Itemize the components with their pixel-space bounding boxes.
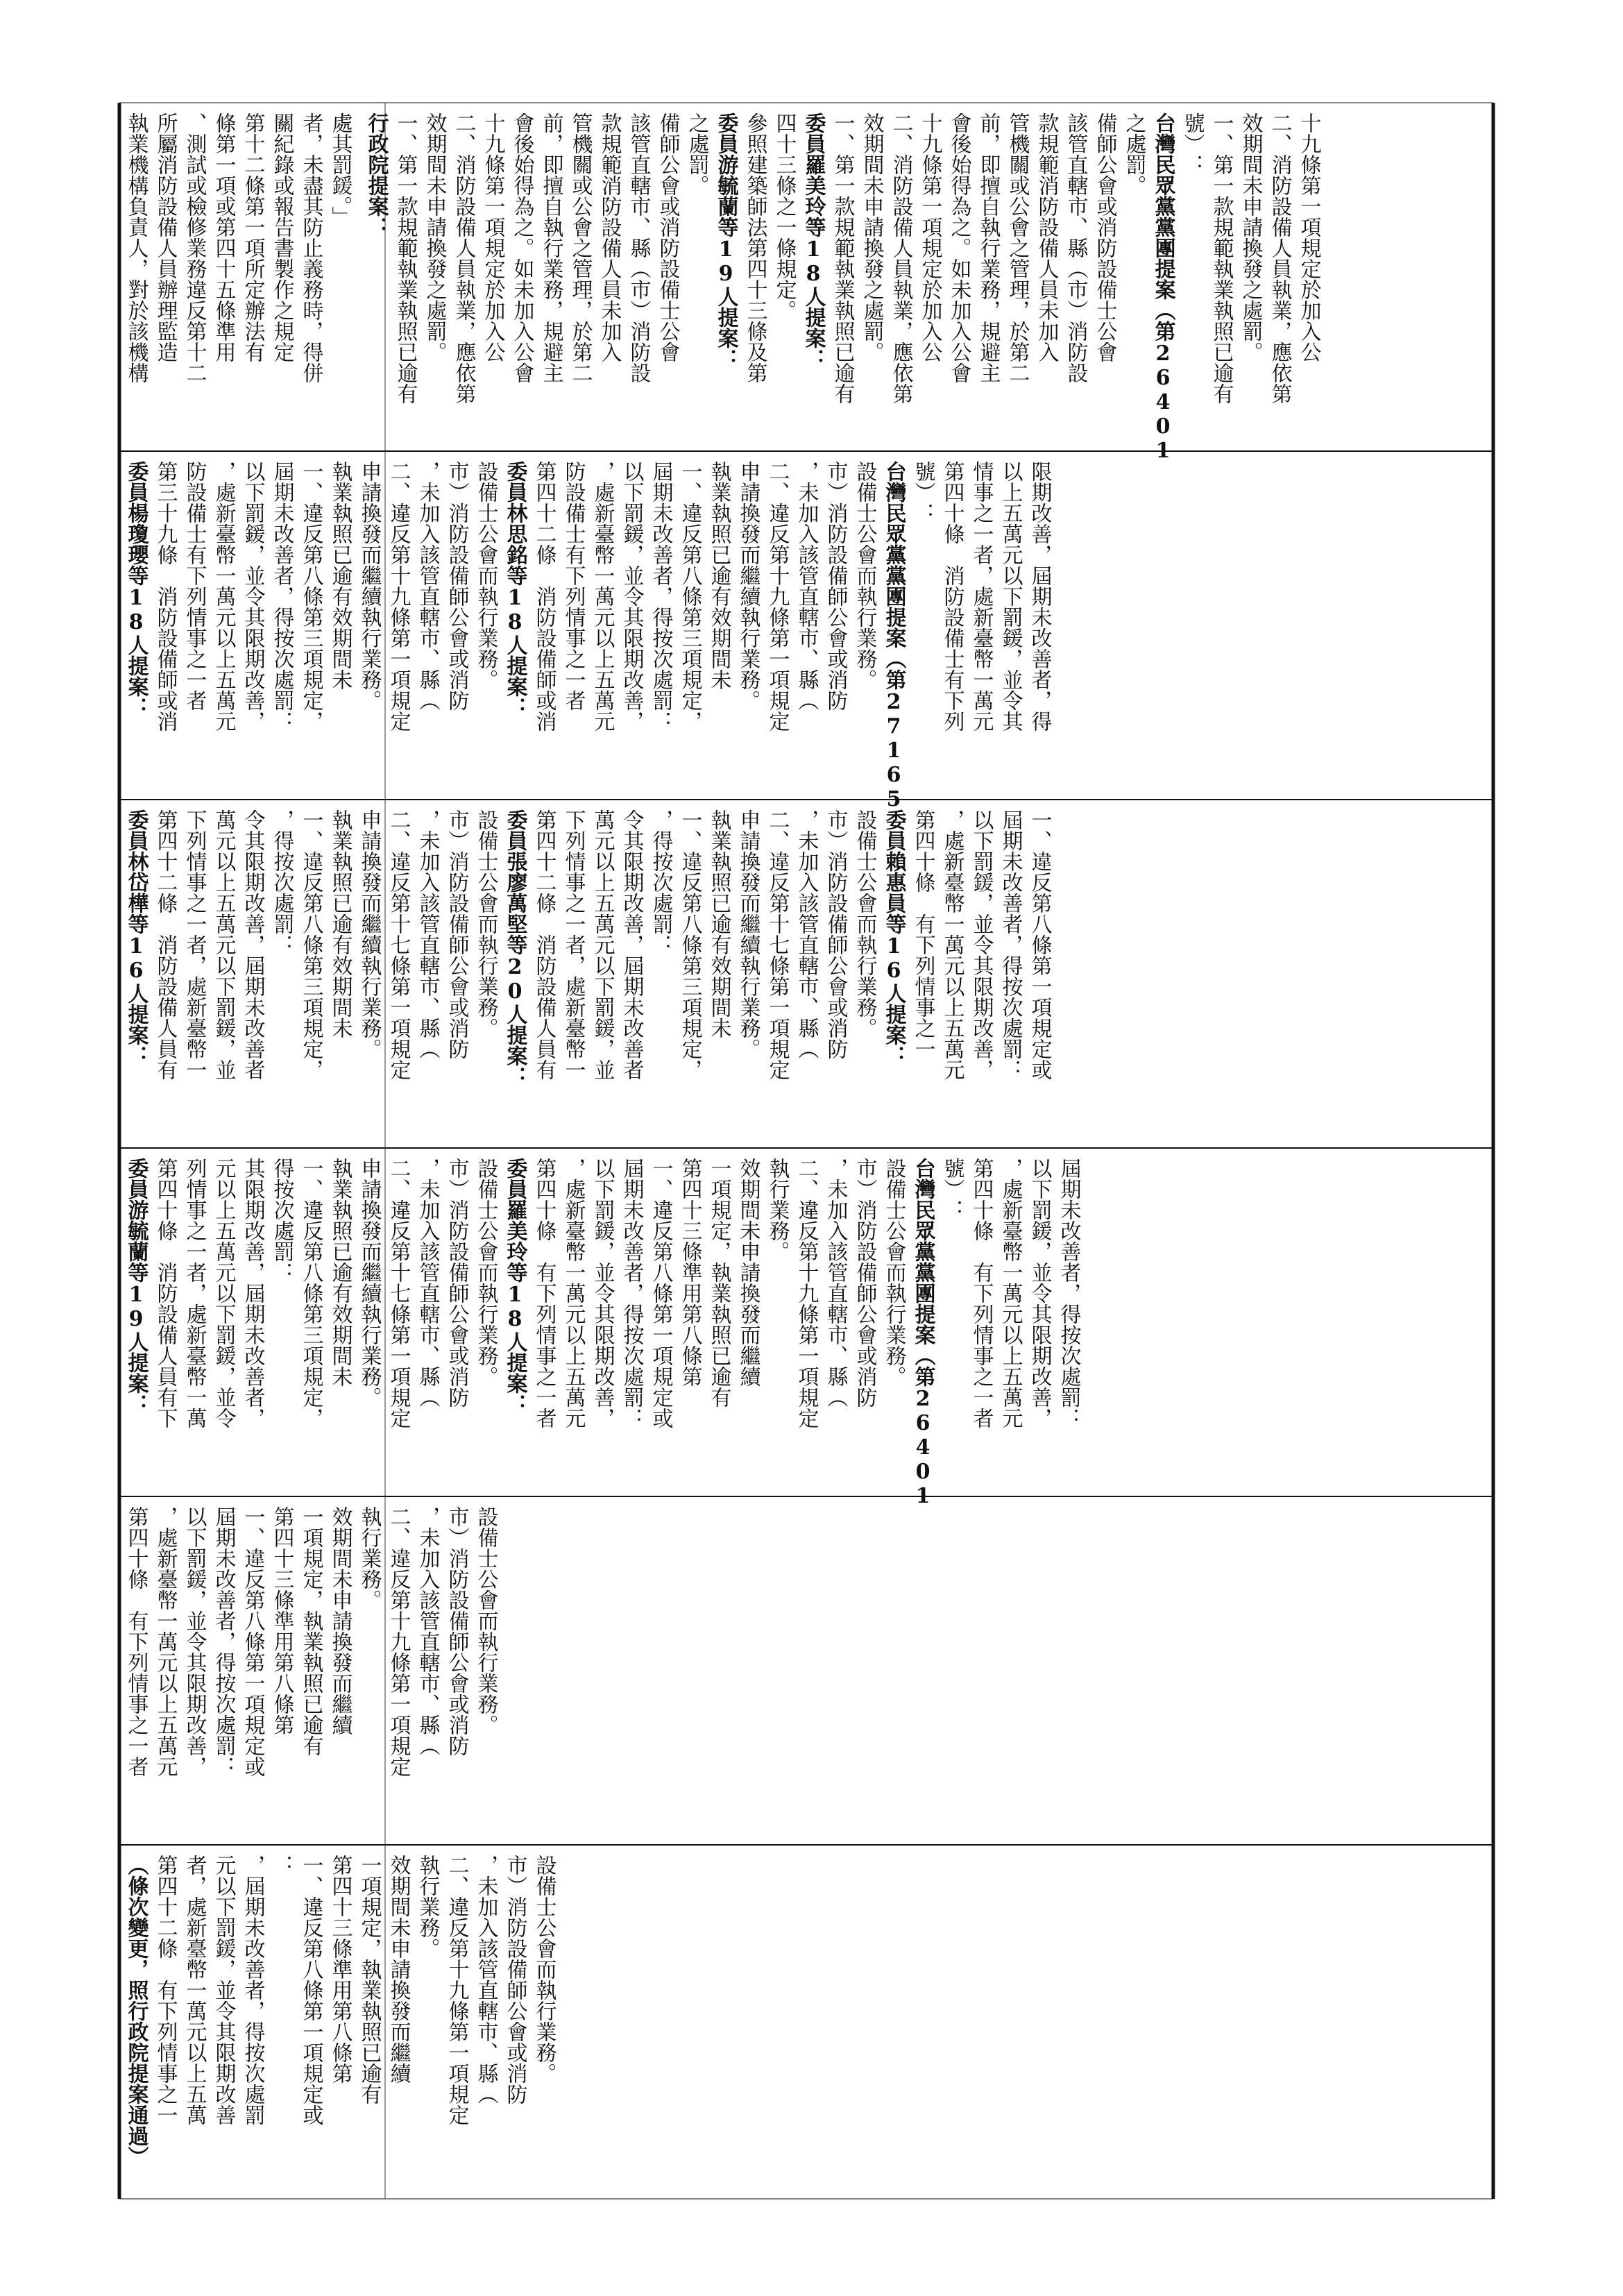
col1a-line-2: 、測試或檢修業務違反第十二 bbox=[182, 112, 207, 383]
col1b-line-23: 款規範消防設備人員未加入 bbox=[1034, 112, 1059, 362]
col6-line-8: 一項規定，執業執照已逾有 bbox=[357, 1855, 382, 2104]
col1b-line-28: 號）： bbox=[1180, 112, 1205, 175]
col1a-line-4: 第十二條第一項所定辦法有 bbox=[240, 112, 265, 362]
col3-line-16: 萬元以上五萬元以下罰鍰，並 bbox=[590, 809, 615, 1080]
col2-line-2: 防設備士有下列情事之一者 bbox=[182, 461, 207, 711]
col2-line-17: 以下罰鍰，並令其限期改善， bbox=[619, 461, 644, 732]
col1b-line-0: 行政院提案： bbox=[364, 112, 389, 237]
col5-line-0: 第四十條 有下列情事之一者 bbox=[124, 1506, 148, 1777]
col4-line-12: 設備士公會而執行業務。 bbox=[473, 1158, 498, 1387]
col1b-line-29: 一、第一款規範執業執照已逾有 bbox=[1209, 112, 1234, 404]
col4-line-10: ，未加入該管直轄市、縣（ bbox=[415, 1158, 440, 1408]
col5-line-3: 屆期未改善者，得按次處罰： bbox=[211, 1506, 236, 1777]
col4-line-3: 元以上五萬元以下罰鍰，並令 bbox=[211, 1158, 236, 1428]
col4-line-22: 執行業務。 bbox=[765, 1158, 790, 1262]
col5-line-10: ，未加入該管直轄市、縣（ bbox=[415, 1506, 440, 1756]
col4-line-20: 一項規定，執業執照已逾有 bbox=[706, 1158, 731, 1408]
col6-line-4: ，屆期未改善者，得按次處罰 bbox=[240, 1855, 265, 2125]
col2-line-8: 申請換發而繼續執行業務。 bbox=[357, 461, 382, 711]
col1a-line-1: 所屬消防設備人員辦理監造 bbox=[153, 112, 178, 362]
col1a-line-5: 關紀錄或報告書製作之規定 bbox=[269, 112, 294, 362]
col1a-line-0: 執業機構負責人，對於該機構 bbox=[124, 112, 148, 383]
col3-line-5: ，得按次處罰： bbox=[269, 809, 294, 955]
col2-line-19: 一、違反第八條第三項規定， bbox=[677, 461, 702, 732]
col6-line-13: 市）消防設備師公會或消防 bbox=[502, 1855, 527, 2104]
col1b-line-7: 管機關或公會之管理，於第二 bbox=[568, 112, 593, 383]
col2-line-27: 號）： bbox=[910, 461, 935, 523]
col5-line-2: 以下罰鍰，並令其限期改善， bbox=[182, 1506, 207, 1777]
col2-line-31: 限期改善，屆期未改善者，得 bbox=[1027, 461, 1052, 732]
col3-line-12: 設備士公會而執行業務。 bbox=[473, 809, 498, 1038]
col4-line-25: 市）消防設備師公會或消防 bbox=[852, 1158, 877, 1408]
col3-line-6: 一、違反第八條第三項規定， bbox=[298, 809, 323, 1080]
col2-line-20: 執業執照已逾有效期間未 bbox=[706, 461, 731, 690]
col4-line-4: 其限期改善，屆期未改善者， bbox=[240, 1158, 265, 1428]
col4-line-26: 設備士公會而執行業務。 bbox=[881, 1158, 906, 1387]
col6-line-0: （條次變更，照行政院提案通過） bbox=[124, 1855, 148, 2167]
col4-line-15: ，處新臺幣一萬元以上五萬元 bbox=[561, 1158, 586, 1428]
col1b-line-4: 十九條第一項規定於加入公 bbox=[480, 112, 505, 362]
col1b-line-18: 二、消防設備人員執業，應依第 bbox=[888, 112, 913, 404]
col3-line-31: 一、違反第八條第一項規定或 bbox=[1027, 809, 1052, 1080]
col3-line-11: 市）消防設備師公會或消防 bbox=[444, 809, 469, 1059]
col2-line-28: 第四十條 消防設備士有下列 bbox=[940, 461, 965, 732]
col1b-line-17: 效期間未申請換發之處罰。 bbox=[859, 112, 884, 362]
col4-line-0: 委員游毓蘭等19人提案： bbox=[124, 1158, 148, 1415]
col6-line-2: 者，處新臺幣一萬元以上五萬 bbox=[182, 1855, 207, 2125]
col3-line-29: 以下罰鍰，並令其限期改善， bbox=[969, 809, 994, 1080]
col4-line-29: 第四十條 有下列情事之一者 bbox=[969, 1158, 994, 1428]
col3-line-14: 第四十二條 消防設備人員有 bbox=[532, 809, 556, 1080]
col2-line-18: 屆期未改善者，得按次處罰： bbox=[648, 461, 673, 732]
col4-line-27: 台灣民眾黨黨團提案（第26401 bbox=[910, 1158, 935, 1508]
col2-line-7: 執業執照已逾有效期間未 bbox=[328, 461, 352, 690]
col4-line-13: 委員羅美玲等18人提案： bbox=[502, 1158, 527, 1415]
col4-line-2: 列情事之一者，處新臺幣一萬 bbox=[182, 1158, 207, 1428]
col2-line-26: 台灣民眾黨黨團提案（第27165 bbox=[881, 461, 906, 811]
col1b-line-1: 一、第一款規範執業執照已逾有 bbox=[393, 112, 418, 404]
col3-line-7: 執業執照已逾有效期間未 bbox=[328, 809, 352, 1038]
col4-line-5: 得按次處罰： bbox=[269, 1158, 294, 1283]
col3-line-9: 二、違反第十七條第一項規定 bbox=[386, 809, 411, 1080]
column-1 bbox=[119, 103, 1493, 451]
column-1-text-b bbox=[385, 103, 1493, 451]
col4-line-31: 以下罰鍰，並令其限期改善， bbox=[1027, 1158, 1052, 1428]
col4-line-23: 二、違反第十九條第一項規定 bbox=[794, 1158, 819, 1428]
col4-line-18: 一、違反第八條第一項規定或 bbox=[648, 1158, 673, 1428]
col4-line-21: 效期間未申請換發而繼續 bbox=[736, 1158, 760, 1387]
col2-line-30: 以上五萬元以下罰鍰，並令其 bbox=[998, 461, 1023, 732]
col2-line-10: ，未加入該管直轄市、縣（ bbox=[415, 461, 440, 711]
col5-line-9: 二、違反第十九條第一項規定 bbox=[386, 1506, 411, 1777]
col5-line-1: ，處新臺幣一萬元以上五萬元 bbox=[153, 1506, 178, 1777]
col1b-line-14: 四十三條之一條規定。 bbox=[772, 112, 797, 321]
col3-line-22: 二、違反第十七條第一項規定 bbox=[765, 809, 790, 1080]
col1b-line-21: 前，即擅自執行業務，規避主 bbox=[976, 112, 1001, 383]
col4-line-24: ，未加入該管直轄市、縣（ bbox=[823, 1158, 848, 1408]
col2-line-13: 委員林思銘等18人提案： bbox=[502, 461, 527, 718]
col4-line-1: 第四十條 消防設備人員有下 bbox=[153, 1158, 178, 1428]
col2-line-4: 以下罰鍰，並令其限期改善， bbox=[240, 461, 265, 732]
col2-line-24: 市）消防設備師公會或消防 bbox=[823, 461, 848, 711]
col4-line-11: 市）消防設備師公會或消防 bbox=[444, 1158, 469, 1408]
col4-line-14: 第四十條 有下列情事之一者 bbox=[532, 1158, 556, 1428]
col4-line-30: ，處新臺幣一萬元以上五萬元 bbox=[998, 1158, 1023, 1428]
col1b-line-15: 委員羅美玲等18人提案： bbox=[801, 112, 826, 369]
col1b-line-19: 十九條第一項規定於加入公 bbox=[917, 112, 942, 362]
col6-line-9: 效期間未申請換發而繼續 bbox=[386, 1855, 411, 2084]
col4-line-32: 屆期未改善者，得按次處罰： bbox=[1056, 1158, 1081, 1428]
col1b-line-25: 備師公會或消防設備士公會 bbox=[1092, 112, 1117, 362]
col3-line-2: 下列情事之一者，處新臺幣一 bbox=[182, 809, 207, 1080]
col3-line-26: 委員賴惠員等16人提案： bbox=[881, 809, 906, 1066]
col4-line-19: 第四十三條準用第八條第 bbox=[677, 1158, 702, 1387]
col3-line-23: ，未加入該管直轄市、縣（ bbox=[794, 809, 819, 1059]
col2-line-23: ，未加入該管直轄市、縣（ bbox=[794, 461, 819, 711]
col2-line-15: 防設備士有下列情事之一者 bbox=[561, 461, 586, 711]
column-1-text-a bbox=[119, 103, 385, 451]
col3-line-28: ，處新臺幣一萬元以上五萬元 bbox=[940, 809, 965, 1080]
col2-line-1: 第三十九條 消防設備師或消 bbox=[153, 461, 178, 732]
col5-line-5: 第四十三條準用第八條第 bbox=[269, 1506, 294, 1735]
col1a-line-3: 條第一項或第四十五條準用 bbox=[211, 112, 236, 362]
col4-line-8: 申請換發而繼續執行業務。 bbox=[357, 1158, 382, 1408]
col6-line-1: 第四十二條 有下列情事之一 bbox=[153, 1855, 178, 2125]
col1b-line-8: 款規範消防設備人員未加入 bbox=[597, 112, 622, 362]
col1b-line-12: 委員游毓蘭等19人提案： bbox=[713, 112, 738, 369]
col6-line-3: 元以下罰鍰，並令其限期改善 bbox=[211, 1855, 236, 2125]
col5-line-11: 市）消防設備師公會或消防 bbox=[444, 1506, 469, 1756]
col3-line-19: 一、違反第八條第三項規定， bbox=[677, 809, 702, 1080]
col2-line-14: 第四十二條 消防設備師或消 bbox=[532, 461, 556, 732]
col5-line-6: 一項規定，執業執照已逾有 bbox=[298, 1506, 323, 1756]
col1b-line-32: 十九條第一項規定於加入公 bbox=[1296, 112, 1321, 362]
col1b-line-30: 效期間未申請換發之處罰。 bbox=[1238, 112, 1263, 362]
col1b-line-27: 台灣民眾黨黨團提案（第26401 bbox=[1150, 112, 1175, 463]
col3-line-27: 第四十條 有下列情事之一 bbox=[910, 809, 935, 1059]
col1b-line-10: 備師公會或消防設備士公會 bbox=[655, 112, 680, 362]
col5-line-12: 設備士公會而執行業務。 bbox=[473, 1506, 498, 1735]
col2-line-0: 委員楊瓊瓔等18人提案： bbox=[124, 461, 148, 718]
col3-line-25: 設備士公會而執行業務。 bbox=[852, 809, 877, 1038]
col2-line-11: 市）消防設備師公會或消防 bbox=[444, 461, 469, 711]
col6-line-5: ： bbox=[269, 1855, 294, 1875]
col1b-line-5: 會後始得為之。如未加入公會 bbox=[509, 112, 534, 383]
col6-line-6: 一、違反第八條第一項規定或 bbox=[298, 1855, 323, 2125]
col2-line-3: ，處新臺幣一萬元以上五萬元 bbox=[211, 461, 236, 732]
col1b-line-6: 前，即擅自執行業務，規避主 bbox=[538, 112, 563, 383]
col1b-line-13: 參照建築師法第四十三條及第 bbox=[742, 112, 767, 383]
col2-line-6: 一、違反第八條第三項規定， bbox=[298, 461, 323, 732]
col3-line-20: 執業執照已逾有效期間未 bbox=[706, 809, 731, 1038]
col3-line-0: 委員林岱樺等16人提案： bbox=[124, 809, 148, 1066]
col4-line-28: 號）： bbox=[940, 1158, 965, 1220]
col3-line-18: ，得按次處罰： bbox=[648, 809, 673, 955]
col1b-line-31: 二、消防設備人員執業，應依第 bbox=[1267, 112, 1292, 404]
col1b-line-16: 一、第一款規範執業執照已逾有 bbox=[830, 112, 855, 404]
col2-line-16: ，處新臺幣一萬元以上五萬元 bbox=[590, 461, 615, 732]
col5-line-8: 執行業務。 bbox=[357, 1506, 382, 1610]
col6-line-7: 第四十三條準用第八條第 bbox=[328, 1855, 352, 2084]
col2-line-12: 設備士公會而執行業務。 bbox=[473, 461, 498, 690]
col4-line-9: 二、違反第十七條第一項規定 bbox=[386, 1158, 411, 1428]
col2-line-21: 申請換發而繼續執行業務。 bbox=[736, 461, 760, 711]
col6-line-11: 二、違反第十九條第一項規定 bbox=[444, 1855, 469, 2125]
col1b-line-24: 該管直轄市、縣（市）消防設 bbox=[1063, 112, 1088, 383]
col3-line-13: 委員張廖萬堅等20人提案： bbox=[502, 809, 527, 1087]
col6-line-14: 設備士公會而執行業務。 bbox=[532, 1855, 556, 2084]
col3-line-3: 萬元以上五萬元以下罰鍰，並 bbox=[211, 809, 236, 1080]
col3-line-24: 市）消防設備師公會或消防 bbox=[823, 809, 848, 1059]
col2-line-25: 設備士公會而執行業務。 bbox=[852, 461, 877, 690]
col1b-line-26: 之處罰。 bbox=[1121, 112, 1146, 196]
col5-line-7: 效期間未申請換發而繼續 bbox=[328, 1506, 352, 1735]
col3-line-15: 下列情事之一者，處新臺幣一 bbox=[561, 809, 586, 1080]
col1b-line-2: 效期間未申請換發之處罰。 bbox=[422, 112, 447, 362]
col5-line-4: 一、違反第八條第一項規定或 bbox=[240, 1506, 265, 1777]
col1b-line-20: 會後始得為之。如未加入公會 bbox=[946, 112, 971, 383]
col3-line-4: 令其限期改善，屆期未改善者 bbox=[240, 809, 265, 1080]
col1b-line-11: 之處罰。 bbox=[684, 112, 709, 196]
col6-line-12: ，未加入該管直轄市、縣（ bbox=[473, 1855, 498, 2104]
col3-line-8: 申請換發而繼續執行業務。 bbox=[357, 809, 382, 1059]
col6-line-10: 執行業務。 bbox=[415, 1855, 440, 1959]
col3-line-17: 令其限期改善，屆期未改善者 bbox=[619, 809, 644, 1080]
col2-line-22: 二、違反第十九條第一項規定 bbox=[765, 461, 790, 732]
col2-line-29: 情事之一者，處新臺幣一萬元 bbox=[969, 461, 994, 732]
col1b-line-22: 管機關或公會之管理，於第二 bbox=[1005, 112, 1030, 383]
col4-line-17: 屆期未改善者，得按次處罰： bbox=[619, 1158, 644, 1428]
col3-line-30: 屆期未改善者，得按次處罰： bbox=[998, 809, 1023, 1080]
col1b-line-9: 該管直轄市、縣（市）消防設 bbox=[626, 112, 651, 383]
col2-line-9: 二、違反第十九條第一項規定 bbox=[386, 461, 411, 732]
col3-line-21: 申請換發而繼續執行業務。 bbox=[736, 809, 760, 1059]
col3-line-1: 第四十二條 消防設備人員有 bbox=[153, 809, 178, 1080]
col2-line-5: 屆期未改善者，得按次處罰： bbox=[269, 461, 294, 732]
col3-line-10: ，未加入該管直轄市、縣（ bbox=[415, 809, 440, 1059]
col4-line-16: 以下罰鍰，並令其限期改善， bbox=[590, 1158, 615, 1428]
col4-line-7: 執業執照已逾有效期間未 bbox=[328, 1158, 352, 1387]
col4-line-6: 一、違反第八條第三項規定， bbox=[298, 1158, 323, 1428]
col1b-line-3: 二、消防設備人員執業，應依第 bbox=[451, 112, 476, 404]
col1a-line-7: 處其罰鍰。」 bbox=[328, 112, 352, 227]
col1a-line-6: 者，未盡其防止義務時，得併 bbox=[298, 112, 323, 383]
